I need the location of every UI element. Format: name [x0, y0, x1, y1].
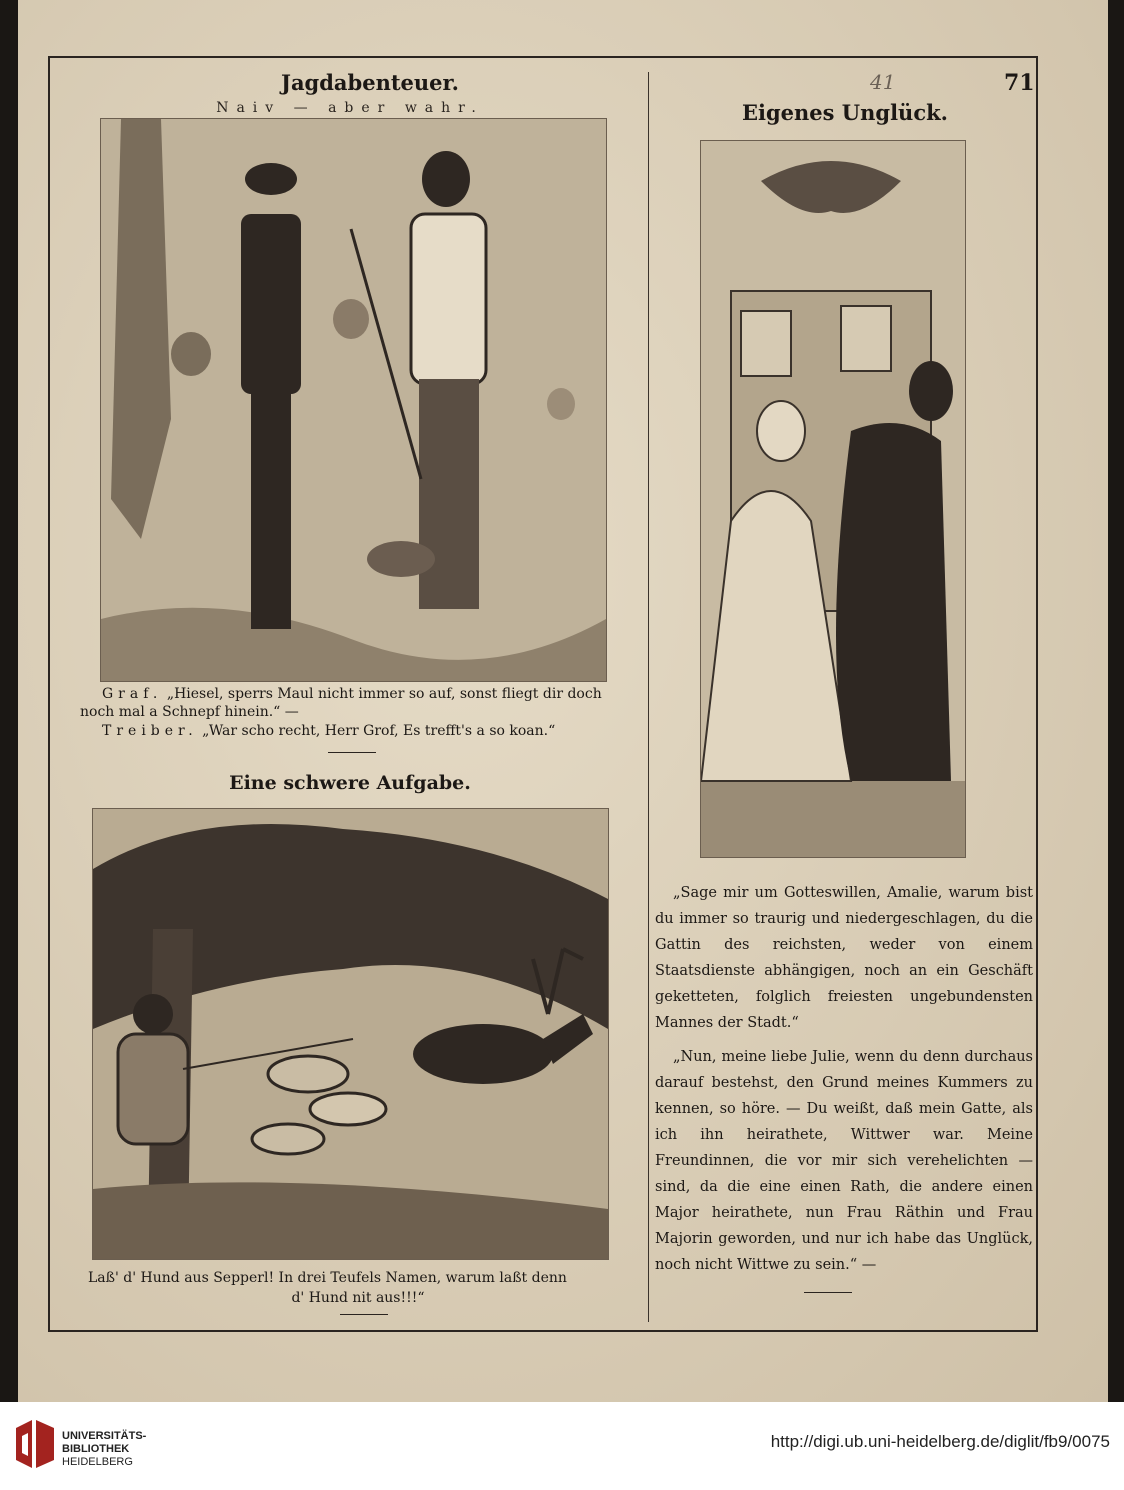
divider-rule-right	[804, 1292, 852, 1293]
story-text	[655, 880, 1033, 1286]
source-url-link[interactable]: http://digi.ub.uni-heidelberg.de/diglit/fb9/0075	[770, 1432, 1110, 1451]
caption-graf-cont: noch mal a Schnepf hinein.“ —	[80, 704, 299, 720]
illustration-two-women	[700, 140, 966, 858]
logo-text	[62, 1430, 146, 1469]
university-library-logo	[12, 1418, 58, 1470]
title-eigenes-unglueck: Eigenes Unglück.	[742, 100, 948, 125]
logo-line-1: UNIVERSITÄTS-	[62, 1430, 147, 1442]
pencil-note: 41	[870, 70, 896, 94]
divider-rule-left	[328, 752, 376, 753]
illustration-hunters	[100, 118, 607, 682]
column-divider	[648, 72, 649, 1322]
caption-sepperl-cont: d' Hund nit aus!!!“	[291, 1290, 425, 1306]
footer-bar	[0, 1402, 1124, 1490]
story-paragraph-2: „Nun, meine liebe Julie, wenn du denn durchaus darauf bestehst, den Grund meines Kummers zu kennen, so höre. — Du weißt, daß mein Gatte, als ich ihn heirathete, Wittwer war. Meine Freundinnen, die vor mir sich verehelichten — sind, da die eine einen Rath, die andere einen Major heirathete, nun Frau Räthin und Frau Majorin geworden, und nur ich habe das Unglück, noch nicht Wittwe zu sein.“ —	[655, 1049, 1033, 1273]
illustration-deer-hunt	[92, 808, 609, 1260]
caption-treiber-text: „War scho recht, Herr Grof, Es trefft's a so koan.“	[202, 723, 556, 739]
page-number: 71	[1004, 70, 1035, 96]
caption-graf-text: „Hiesel, sperrs Maul nicht immer so auf, sonst fliegt dir doch	[166, 686, 602, 702]
title-schwere-aufgabe: Eine schwere Aufgabe.	[229, 772, 471, 794]
story-paragraph-1: „Sage mir um Gotteswillen, Amalie, warum bist du immer so traurig und niedergeschlagen, du die Gattin des reichsten, weder von einem Staatsdienste abhängigen, noch an ein Geschäft geketteten, folglich freiesten ungebundensten Mannes der Stadt.“	[655, 885, 1033, 1031]
subtitle-naiv: Naiv — aber wahr.	[216, 100, 484, 116]
caption-sepperl: Laß' d' Hund aus Sepperl! In drei Teufels Namen, warum laßt denn	[88, 1270, 567, 1286]
title-jagdabenteuer: Jagdabenteuer.	[281, 70, 459, 95]
logo-line-2: BIBLIOTHEK	[62, 1443, 130, 1455]
speaker-treiber: Treiber.	[102, 723, 198, 739]
caption-graf	[80, 684, 640, 704]
speaker-graf: Graf.	[102, 686, 163, 702]
caption-treiber	[80, 721, 640, 741]
divider-rule-left-bottom	[340, 1314, 388, 1315]
logo-line-3: HEIDELBERG	[62, 1456, 133, 1468]
